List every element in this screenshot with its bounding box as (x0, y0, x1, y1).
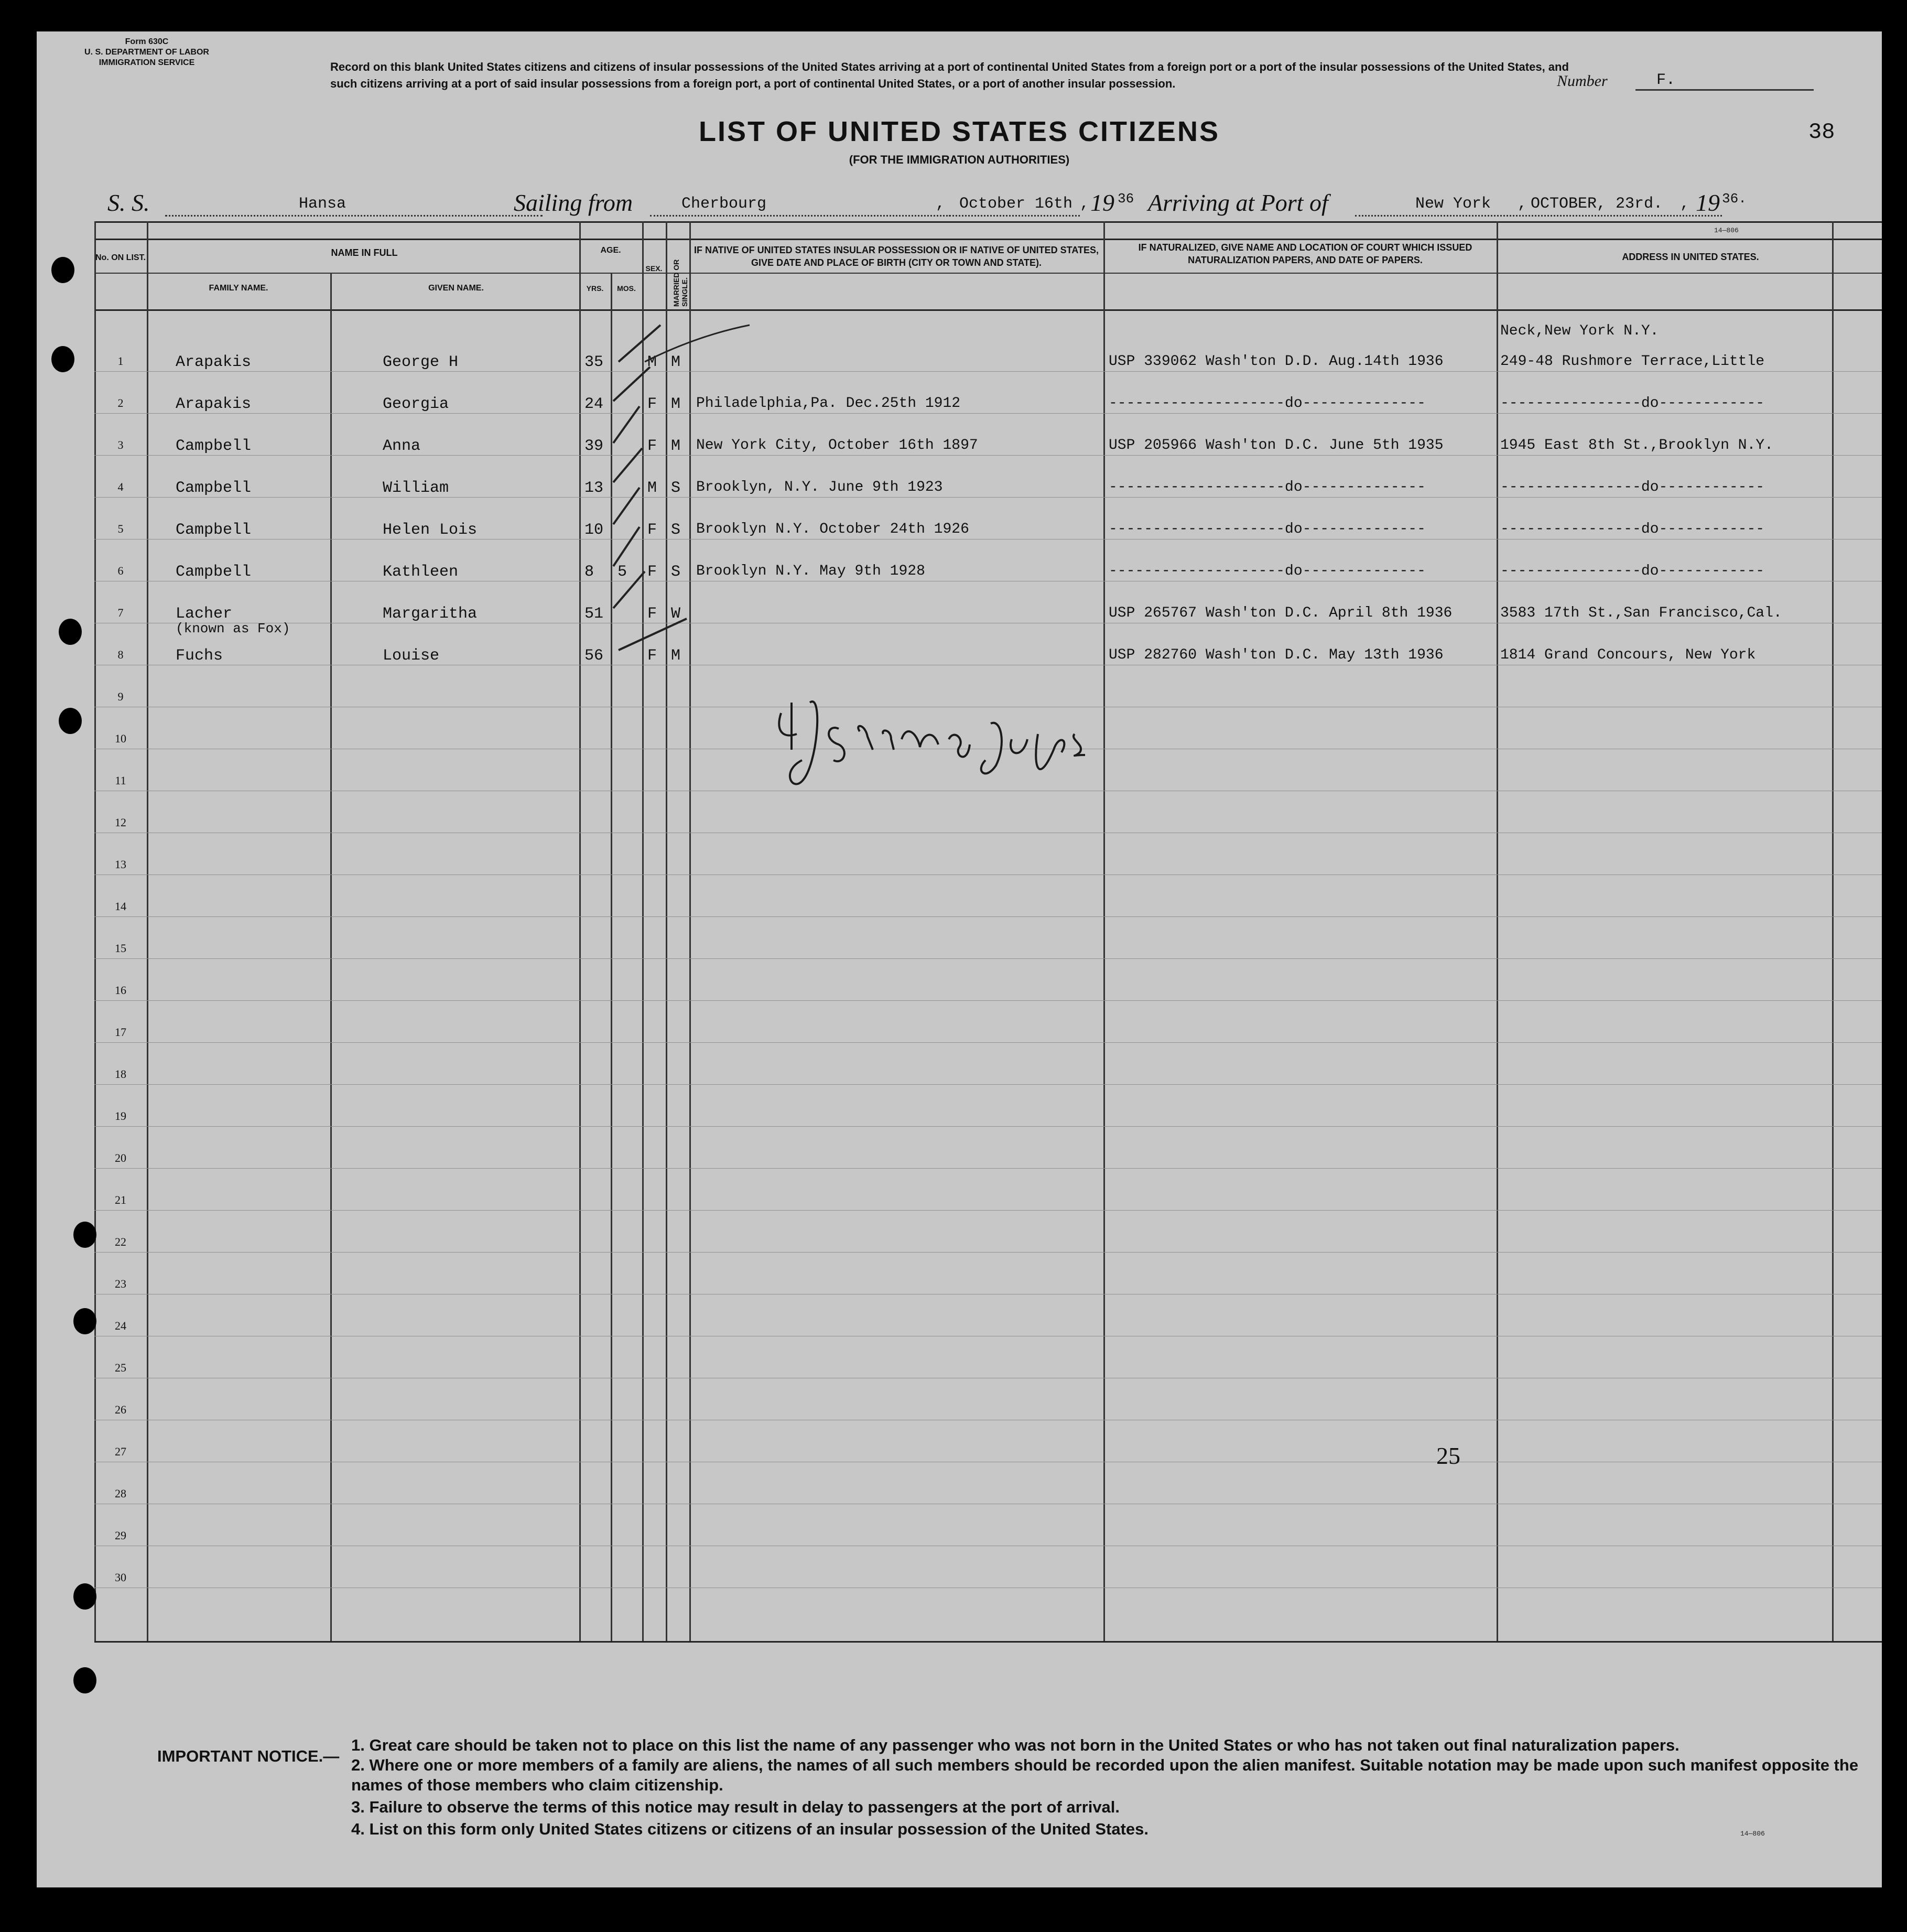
row-number: 13 (115, 858, 126, 871)
row-number: 18 (115, 1067, 126, 1081)
cell-ms: M (671, 395, 681, 413)
printing-office-note: 14—806 (1714, 226, 1739, 234)
arrival-year: 36. (1722, 191, 1747, 207)
cell-ms: M (671, 437, 681, 455)
cell-addr: ----------------do------------ (1500, 479, 1765, 495)
col-rule-naturalized (1497, 221, 1498, 1641)
cell-addr: 3583 17th St.,San Francisco,Cal. (1500, 605, 1782, 621)
ship-name: Hansa (299, 195, 346, 213)
col-rule-family (330, 273, 332, 1641)
row-number: 20 (115, 1151, 126, 1164)
col-rule-native (1103, 221, 1105, 1641)
header-address: ADDRESS IN UNITED STATES. (1622, 252, 1759, 262)
row-number: 12 (115, 816, 126, 829)
cell-birth: Brooklyn N.Y. October 24th 1926 (696, 521, 969, 537)
header-given: GIVEN NAME. (428, 284, 484, 293)
cell-family: Campbell (176, 563, 252, 581)
row-rule (94, 1126, 1882, 1127)
cell-given: Margaritha (383, 605, 478, 623)
cell-given: Louise (383, 647, 440, 665)
header-native: IF NATIVE OF UNITED STATES INSULAR POSSESSION OR IF NATIVE OF UNITED STATES, GIVE DATE AND PLACE OF BIRTH (CITY OR TOWN AND STATE). (694, 245, 1099, 268)
cell-given: Anna (383, 437, 421, 455)
header-age: AGE. (600, 246, 621, 255)
cell-addr: 1814 Grand Concours, New York (1500, 647, 1756, 663)
row-number: 8 (117, 648, 124, 661)
form-code: 14—806 (1740, 1830, 1765, 1838)
cell-sex: F (647, 437, 657, 455)
number-label: Number (1557, 72, 1608, 90)
table-top-border-2 (94, 239, 1882, 240)
cell-mos: 5 (617, 563, 627, 581)
check-mark (613, 367, 650, 401)
cell-ms: S (671, 521, 681, 539)
cell-family: Arapakis (176, 395, 252, 413)
cell-nat: --------------------do-------------- (1109, 521, 1426, 537)
cell-yrs: 13 (584, 479, 604, 497)
binder-hole (59, 619, 82, 645)
cell-ms: S (671, 479, 681, 497)
cell-family: Campbell (176, 521, 252, 539)
check-mark (613, 406, 640, 443)
row-number: 9 (117, 690, 124, 703)
cell-addr: 249-48 Rushmore Terrace,Little (1500, 353, 1765, 370)
cell-address-continued: Neck,New York N.Y. (1500, 323, 1659, 339)
row-number: 4 (117, 480, 124, 493)
cell-sex: F (647, 521, 657, 539)
cell-ms: M (671, 647, 681, 665)
row-number: 2 (117, 396, 124, 409)
check-mark (613, 571, 645, 608)
row-rule (94, 413, 1882, 414)
arriving-label: Arriving at Port of (1148, 189, 1328, 216)
row-rule (94, 1084, 1882, 1085)
cell-yrs: 24 (584, 395, 604, 413)
row-number: 15 (115, 942, 126, 955)
ss-label: S. S. (107, 189, 150, 216)
binder-hole (73, 1308, 96, 1334)
cell-addr: ----------------do------------ (1500, 521, 1765, 537)
cell-ms: S (671, 563, 681, 581)
number-line (1635, 89, 1814, 91)
binder-hole (51, 346, 74, 372)
check-mark (613, 488, 640, 524)
notice-4: 4. List on this form only United States citizens or citizens of an insular possession of the United States. (351, 1820, 1148, 1838)
row-number: 28 (115, 1487, 126, 1500)
notice-heading: IMPORTANT NOTICE.— (157, 1747, 340, 1765)
row-number: 16 (115, 984, 126, 997)
col-rule-right (1832, 221, 1834, 1641)
notice-2: 2. Where one or more members of a family are aliens, the names of all such members should be recorded upon the alien manifest. Suitable notation may be made upon such manifest opposite the names of those members who claim citizenship. (351, 1756, 1859, 1794)
number-value: F. (1656, 71, 1676, 89)
cell-family: Campbell (176, 479, 252, 497)
cell-yrs: 8 (584, 563, 594, 581)
cell-nat: USP 265767 Wash'ton D.C. April 8th 1936 (1109, 605, 1453, 621)
cell-sex: M (647, 353, 657, 371)
arrival-year-prefix: 19 (1696, 189, 1720, 216)
col-rule-left (94, 221, 96, 1641)
check-mark (619, 619, 687, 650)
binder-hole (73, 1667, 96, 1693)
cell-sex: F (647, 647, 657, 665)
header-yrs: YRS. (586, 284, 604, 293)
sailing-label: Sailing from (514, 189, 633, 216)
header-no: No. ON LIST. (95, 253, 146, 262)
row-number: 19 (115, 1109, 126, 1122)
cell-family: Fuchs (176, 647, 223, 665)
row-number: 25 (115, 1361, 126, 1374)
sailing-date-line (949, 215, 1080, 217)
service: IMMIGRATION SERVICE (99, 58, 195, 67)
row-rule (94, 1042, 1882, 1043)
form-number: Form 630C (125, 37, 169, 46)
header-bottom-border (94, 309, 1882, 311)
row-number: 14 (115, 900, 126, 913)
cell-ms: W (671, 605, 681, 623)
header-family: FAMILY NAME. (209, 284, 268, 293)
cell-sex: F (647, 605, 657, 623)
check-marks (582, 309, 771, 676)
cell-birth: New York City, October 16th 1897 (696, 437, 978, 454)
cell-given: George H (383, 353, 459, 371)
row-number: 22 (115, 1235, 126, 1248)
page-title: LIST OF UNITED STATES CITIZENS (699, 116, 1220, 147)
page-subtitle: (FOR THE IMMIGRATION AUTHORITIES) (849, 153, 1070, 166)
cell-birth: Philadelphia,Pa. Dec.25th 1912 (696, 395, 961, 412)
row-rule (94, 1168, 1882, 1169)
row-number: 6 (117, 564, 124, 577)
cell-nat: USP 282760 Wash'ton D.C. May 13th 1936 (1109, 647, 1444, 663)
cell-nat: --------------------do-------------- (1109, 479, 1426, 495)
row-rule (94, 1252, 1882, 1253)
cell-addr: 1945 East 8th St.,Brooklyn N.Y. (1500, 437, 1773, 454)
check-mark (613, 448, 642, 482)
arrival-date: OCTOBER, 23rd. (1531, 195, 1663, 213)
notice-1: 1. Great care should be taken not to place on this list the name of any passenger who was not born in the United States or who has not taken out final naturalization papers. (351, 1736, 1680, 1754)
table-bottom-border (94, 1641, 1882, 1643)
cell-yrs: 10 (584, 521, 604, 539)
row-rule (94, 371, 1882, 372)
cell-given: Kathleen (383, 563, 459, 581)
binder-hole (73, 1583, 96, 1610)
binder-hole (73, 1222, 96, 1248)
row-rule (94, 1210, 1882, 1211)
cell-yrs: 56 (584, 647, 604, 665)
cell-yrs: 39 (584, 437, 604, 455)
row-number: 24 (115, 1319, 126, 1332)
row-rule (94, 958, 1882, 959)
header-divider (94, 273, 1882, 274)
cell-addr: ----------------do------------ (1500, 395, 1765, 412)
cell-sex: M (647, 479, 657, 497)
sailing-port: Cherbourg (681, 195, 767, 213)
col-rule-no (147, 221, 148, 1641)
row-rule (94, 1000, 1882, 1001)
row-rule (94, 455, 1882, 456)
row-number: 17 (115, 1026, 126, 1039)
cell-alias: (known as Fox) (176, 621, 290, 636)
arrival-port-comma: , (1518, 195, 1527, 213)
form-id (73, 37, 220, 68)
inspector-signature (760, 682, 1127, 797)
row-rule (94, 916, 1882, 917)
cell-sex: F (647, 563, 657, 581)
row-rule (94, 497, 1882, 498)
header-married: MARRIED OR SINGLE. (672, 259, 689, 307)
cell-given: Helen Lois (383, 521, 478, 539)
cell-given: Georgia (383, 395, 449, 413)
row-number: 10 (115, 732, 126, 745)
row-number: 23 (115, 1277, 126, 1290)
cell-given: William (383, 479, 449, 497)
cell-yrs: 51 (584, 605, 604, 623)
ship-line (165, 215, 543, 217)
cell-nat: --------------------do-------------- (1109, 395, 1426, 412)
table-top-border (94, 221, 1882, 223)
check-mark (645, 325, 750, 362)
list-count: 25 (1436, 1442, 1460, 1469)
cell-family: Campbell (176, 437, 252, 455)
row-number: 29 (115, 1529, 126, 1542)
cell-birth: Brooklyn, N.Y. June 9th 1923 (696, 479, 943, 495)
arrival-date-comma: , (1680, 195, 1690, 213)
sailing-port-line (650, 215, 954, 217)
row-number: 5 (117, 522, 124, 535)
row-number: 27 (115, 1445, 126, 1458)
sailing-date: October 16th (959, 195, 1073, 213)
cell-nat: USP 205966 Wash'ton D.C. June 5th 1935 (1109, 437, 1444, 454)
row-number: 1 (117, 354, 124, 368)
binder-hole (59, 708, 82, 734)
cell-nat: USP 339062 Wash'ton D.D. Aug.14th 1936 (1109, 353, 1444, 370)
check-mark (613, 527, 640, 566)
cell-yrs: 35 (584, 353, 604, 371)
sailing-year-prefix: 19 (1090, 189, 1114, 216)
notice-3: 3. Failure to observe the terms of this notice may result in delay to passengers at the port of arrival. (351, 1798, 1120, 1816)
cell-addr: ----------------do------------ (1500, 563, 1765, 579)
col-rule-given (579, 221, 581, 1641)
page-number: 38 (1808, 120, 1835, 145)
row-number: 26 (115, 1403, 126, 1416)
check-mark (619, 325, 660, 362)
cell-sex: F (647, 395, 657, 413)
header-sex: SEX. (645, 264, 663, 273)
row-number: 30 (115, 1571, 126, 1584)
cell-family: Arapakis (176, 353, 252, 371)
row-number: 21 (115, 1193, 126, 1206)
cell-family: Lacher (176, 605, 233, 623)
row-number: 7 (117, 606, 124, 619)
department: U. S. DEPARTMENT OF LABOR (84, 48, 209, 57)
binder-hole (51, 257, 74, 283)
manifest-sheet (37, 31, 1882, 1887)
header-naturalized: IF NATURALIZED, GIVE NAME AND LOCATION OF COURT WHICH ISSUED NATURALIZATION PAPERS, AND DATE OF PAPERS. (1138, 242, 1472, 265)
arrival-port-line (1355, 215, 1722, 217)
sailing-date-comma: , (1080, 195, 1090, 213)
cell-ms: M (671, 353, 681, 371)
header-mos: MOS. (617, 284, 636, 293)
sailing-date-prefix-comma: , (936, 195, 946, 213)
cell-birth: Brooklyn N.Y. May 9th 1928 (696, 563, 925, 579)
header-name: NAME IN FULL (331, 247, 398, 258)
row-number: 11 (115, 774, 126, 787)
arrival-port: New York (1415, 195, 1491, 213)
instruction-text: Record on this blank United States citizens and citizens of insular possessions of the United States arriving at a port of continental United States from a foreign port or a port of the insular possessions of the United States, and such citizens arriving at a port of said insular possessions from a foreign port, a port of continental United States, or a port of another insular possession. (330, 60, 1569, 90)
row-number: 3 (117, 438, 124, 451)
cell-nat: --------------------do-------------- (1109, 563, 1426, 579)
sailing-year: 36 (1118, 191, 1134, 207)
